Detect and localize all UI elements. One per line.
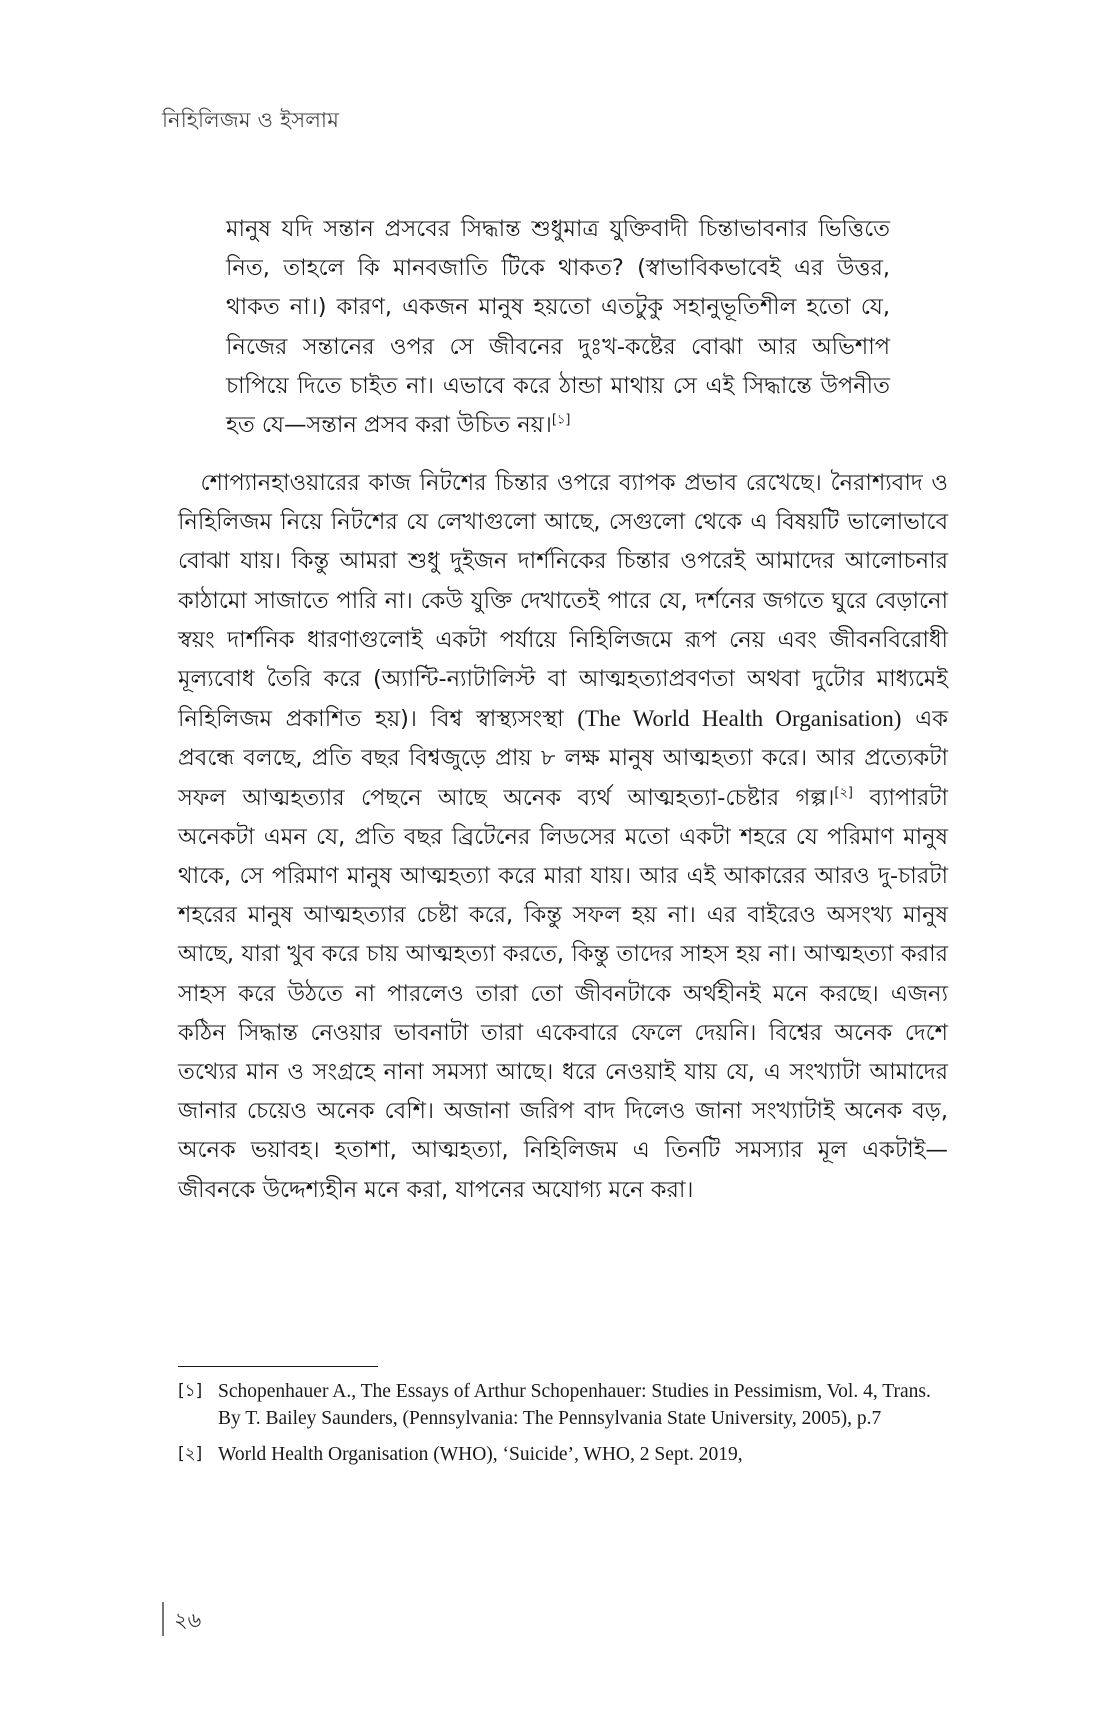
running-head-title: নিহিলিজম ও ইসলাম — [162, 108, 340, 132]
quote-text: মানুষ যদি সন্তান প্রসবের সিদ্ধান্ত শুধুমাত্র যুক্তিবাদী চিন্তাভাবনার ভিত্তিতে নিত, তাহলে কি মানবজাতি টিকে থাকত? (স্বাভাবিকভাবেই এর উত্তর, থাকত না।) কারণ, একজন মানুষ হয়তো এতটুকু সহানুভূতিশীল হতো যে, নিজের সন্তানের ওপর সে জীবনের দুঃখ-কষ্টের বোঝা আর অভিশাপ চাপিয়ে দিতে চাইত না। এভাবে করে ঠান্ডা মাথায় সে এই সিদ্ধান্তে উপনীত হত যে—সন্তান প্রসব করা উচিত নয়। — [226, 216, 890, 439]
footnote-2 — [178, 1441, 948, 1468]
footnotes — [178, 1378, 948, 1477]
page-number-rule — [162, 1602, 164, 1636]
body-paragraph-text — [178, 464, 948, 1210]
footnote-text: World Health Organisation (WHO), ‘Suicide’, WHO, 2 Sept. 2019, — [218, 1444, 743, 1465]
footnote-1 — [178, 1378, 948, 1432]
organisation-name: (The World Health Organisation) — [577, 706, 902, 732]
block-quote — [226, 210, 890, 445]
body-text-part-3: ব্যাপারটা অনেকটা এমন যে, প্রতি বছর ব্রিটেনের লিডসের মতো একটা শহরে যে পরিমাণ মানুষ থাকে, সে পরিমাণ মানুষ আত্মহত্যা করে মারা যায়। আর এই আকারের আরও দু-চারটা শহরের মানুষ আত্মহত্যার চেষ্টা করে, কিন্তু সফল হয় না। এর বাইরেও অসংখ্য মানুষ আছে, যারা খুব করে চায় আত্মহত্যা করতে, কিন্তু তাদের সাহস হয় না। আত্মহত্যা করার সাহস করে উঠতে না পারলেও তারা তো জীবনটাকে অর্থহীনই মনে করছে। এজন্য কঠিন সিদ্ধান্ত নেওয়ার ভাবনাটা তারা একেবারে ফেলে দেয়নি। বিশ্বের অনেক দেশে তথ্যের মান ও সংগ্রহে নানা সমস্যা আছে। ধরে নেওয়াই যায় যে, এ সংখ্যাটা আমাদের জানার চেয়েও অনেক বেশি। অজানা জরিপ বাদ দিলেও জানা সংখ্যাটাই অনেক বড়, অনেক ভয়াবহ। হতাশা, আত্মহত্যা, নিহিলিজম এ তিনটি সমস্যার মূল একটাই—জীবনকে উদ্দেশ্যহীন মনে করা, যাপনের অযোগ্য মনে করা। — [178, 784, 949, 1203]
body-text-part-1: শোপ্যানহাওয়ারের কাজ নিটশের চিন্তার ওপরে ব্যাপক প্রভাব রেখেছে। নৈরাশ্যবাদ ও নিহিলিজম নিয়ে নিটশের যে লেখাগুলো আছে, সেগুলো থেকে এ বিষয়টি ভালোভাবে বোঝা যায়। কিন্তু আমরা শুধু দুইজন দার্শনিকের চিন্তার ওপরেই আমাদের আলোচনার কাঠামো সাজাতে পারি না। কেউ যুক্তি দেখাতেই পারে যে, দর্শনের জগতে ঘুরে বেড়ানো স্বয়ং দার্শনিক ধারণাগুলোই একটা পর্যায়ে নিহিলিজমে রূপ নেয় এবং জীবনবিরোধী মূল্যবোধ তৈরি করে (অ্যান্টি-ন্যাটালিস্ট বা আত্মহত্যাপ্রবণতা অথবা দুটোর মাধ্যমেই নিহিলিজম প্রকাশিত হয়)। বিশ্ব স্বাস্থ্যসংস্থা — [178, 470, 948, 733]
footnote-text: Schopenhauer A., The Essays of Arthur Schopenhauer: Studies in Pessimism, Vol. 4, Trans. By T. Bailey Saunders, (Pennsylvania: The Pennsylvania State University, 2005), p.7 — [218, 1381, 931, 1429]
page-number: ২৬ — [174, 1608, 202, 1632]
footnote-ref-1[interactable]: [১] — [551, 412, 571, 428]
footnote-ref-2[interactable]: [২] — [834, 785, 854, 801]
quote-paragraph — [226, 210, 890, 445]
body-text-part-2: এক প্রবন্ধে বলছে, প্রতি বছর বিশ্বজুড়ে প্রায় ৮ লক্ষ মানুষ আত্মহত্যা করে। আর প্রত্যেকটা সফল আত্মহত্যার পেছনে আছে অনেক ব্যর্থ আত্মহত্যা-চেষ্টার গল্প। — [178, 706, 948, 811]
footnote-number: [২] — [178, 1444, 203, 1464]
footnote-separator — [178, 1366, 378, 1367]
footnote-number: [১] — [178, 1381, 203, 1401]
body-paragraph — [178, 464, 948, 1210]
